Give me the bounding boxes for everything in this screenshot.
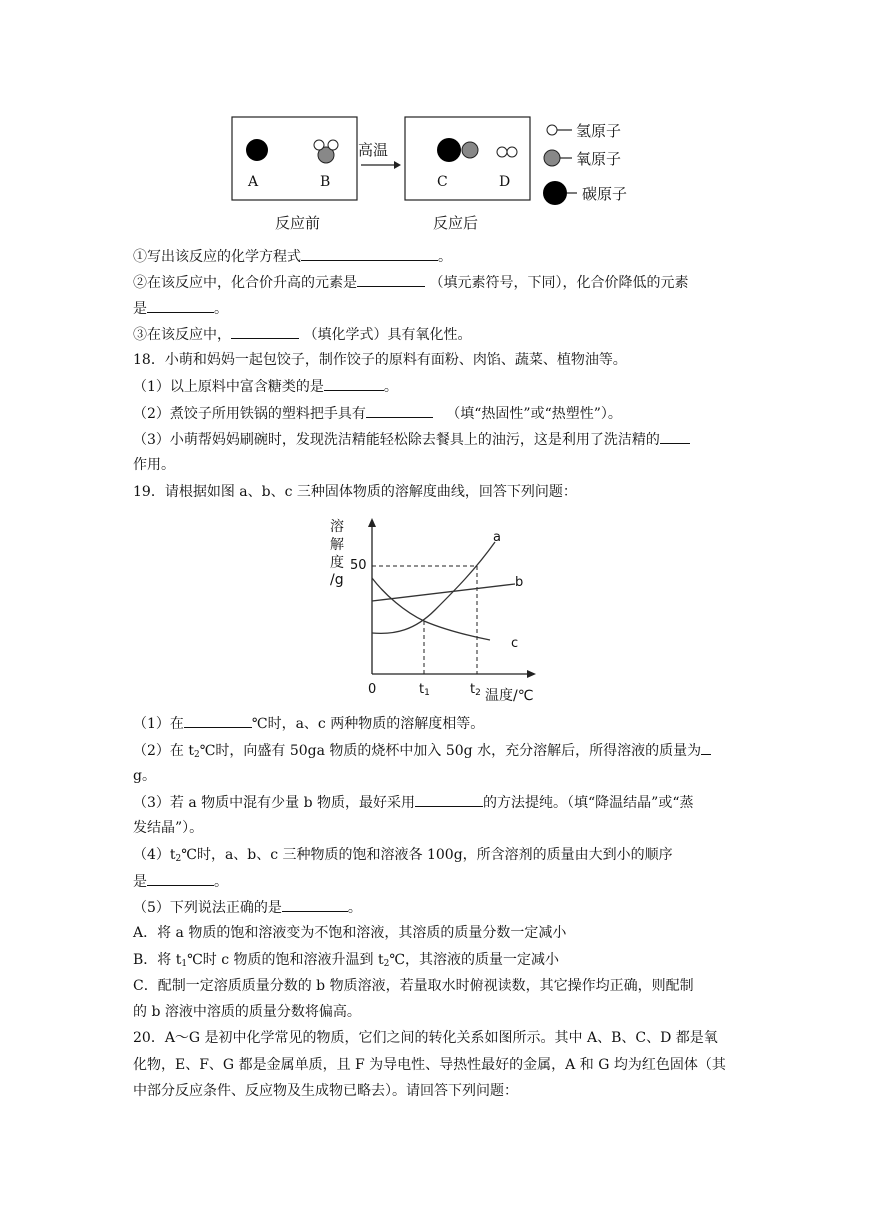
legend-carbon-icon bbox=[543, 181, 567, 205]
curve-b bbox=[372, 584, 515, 601]
molecule-b-hydrogen-2 bbox=[328, 140, 338, 150]
legend-oxygen-icon bbox=[544, 150, 560, 166]
q19-sub3: （3）若 a 物质中混有少量 b 物质，最好采用 的方法提纯。（填“降温结晶”或“蒸 bbox=[133, 792, 694, 813]
answer-blank[interactable] bbox=[415, 792, 483, 807]
series-label-c: c bbox=[511, 636, 519, 651]
q19-sub2: （2）在 $t_2℃$时，向盛有 50ga 物质的烧杯中加入 50g 水，充分溶解后，所得溶液的质量为 bbox=[133, 740, 711, 765]
y-tick-50: 50 bbox=[350, 558, 367, 573]
y-label-3: 度 bbox=[330, 555, 344, 571]
q19-sub3-cont: 发结晶”）。 bbox=[133, 820, 204, 836]
q19-sub1: （1）在 ℃时，a、c 两种物质的溶解度相等。 bbox=[133, 713, 484, 734]
answer-blank[interactable] bbox=[282, 897, 348, 912]
answer-blank[interactable] bbox=[357, 272, 425, 287]
answer-blank[interactable] bbox=[324, 376, 384, 391]
after-caption: 反应后 bbox=[433, 214, 479, 232]
x-tick-origin: 0 bbox=[368, 682, 377, 697]
q20-line3: 中部分反应条件、反应物及生成物已略去）。请回答下列问题： bbox=[133, 1083, 518, 1099]
q17-part3: ③在该反应中， （填化学式）具有氧化性。 bbox=[133, 324, 471, 345]
reaction-arrow-head bbox=[394, 161, 401, 169]
solubility-chart bbox=[325, 510, 555, 705]
reaction-diagram bbox=[225, 110, 645, 240]
answer-blank[interactable] bbox=[147, 871, 214, 886]
q19-sub2-cont: g。 bbox=[133, 768, 156, 784]
q19-option-c: C．配制一定溶质质量分数的 b 物质溶液，若量取水时俯视读数，其它操作均正确，则配制 bbox=[133, 978, 694, 994]
q18-sub1: （1）以上原料中富含糖类的是 。 bbox=[133, 376, 398, 397]
molecule-c-oxygen bbox=[462, 142, 478, 158]
label-d: D bbox=[499, 174, 511, 190]
q19-option-a: A．将 a 物质的饱和溶液变为不饱和溶液，其溶质的质量分数一定减小 bbox=[133, 925, 567, 941]
x-axis-label: 温度/℃ bbox=[485, 688, 534, 704]
x-tick-t1: $t_1$ bbox=[419, 682, 430, 698]
x-axis-arrow bbox=[527, 670, 536, 678]
q18-sub2: （2）煮饺子所用铁锅的塑料把手具有 （填“热固性”或“热塑性”）。 bbox=[133, 403, 622, 424]
label-a: A bbox=[248, 174, 259, 190]
q18-sub3: （3）小萌帮妈妈刷碗时，发现洗洁精能轻松除去餐具上的油污，这是利用了洗洁精的 bbox=[133, 429, 690, 450]
answer-blank[interactable] bbox=[366, 403, 433, 418]
legend-carbon-label: 碳原子 bbox=[582, 185, 628, 203]
solubility-chart-svg bbox=[325, 510, 555, 705]
molecule-d-hydrogen-1 bbox=[497, 147, 507, 157]
q17-part2-cont: 是 。 bbox=[133, 298, 228, 319]
q19-option-b: B．将 $t_1℃$时 c 物质的饱和溶液升温到 $t_2℃$，其溶液的质量一定减小 bbox=[133, 952, 559, 969]
label-c: C bbox=[437, 174, 448, 190]
q19-sub4: $(4)t_2℃$时，a、b、c 三种物质的饱和溶液各 100g，所含溶剂的质量由大到小的顺序 bbox=[133, 847, 673, 864]
molecule-a-carbon bbox=[246, 139, 268, 161]
q18-sub3-cont: 作用。 bbox=[133, 457, 175, 473]
molecule-d-hydrogen-2 bbox=[507, 147, 517, 157]
y-label-1: 溶 bbox=[330, 519, 344, 535]
answer-blank[interactable] bbox=[660, 429, 690, 444]
series-label-a: a bbox=[493, 530, 501, 545]
q19-title: 19．请根据如图 a、b、c 三种固体物质的溶解度曲线，回答下列问题： bbox=[133, 484, 577, 500]
x-tick-t2: $t_2$ bbox=[470, 682, 481, 698]
q17-part2: ②在该反应中，化合价升高的元素是 （填元素符号，下同），化合价降低的元素 bbox=[133, 272, 688, 293]
legend-hydrogen-icon bbox=[547, 125, 557, 135]
q18-title: 18．小萌和妈妈一起包饺子，制作饺子的原料有面粉、肉馅、蔬菜、植物油等。 bbox=[133, 352, 627, 368]
answer-blank[interactable] bbox=[184, 713, 252, 728]
label-b: B bbox=[320, 174, 331, 190]
legend-oxygen-label: 氧原子 bbox=[576, 150, 622, 168]
answer-blank[interactable] bbox=[301, 246, 438, 261]
molecule-c-carbon bbox=[437, 138, 461, 162]
q19-sub5: （5）下列说法正确的是 。 bbox=[133, 897, 362, 918]
q19-option-c-cont: 的 b 溶液中溶质的质量分数将偏高。 bbox=[133, 1004, 361, 1020]
answer-blank[interactable] bbox=[701, 740, 711, 755]
q17-part1: ①写出该反应的化学方程式 。 bbox=[133, 246, 452, 267]
y-label-4: /g bbox=[330, 572, 344, 588]
series-label-b: b bbox=[515, 575, 524, 590]
answer-blank[interactable] bbox=[231, 324, 299, 339]
after-box bbox=[405, 117, 530, 200]
before-caption: 反应前 bbox=[275, 214, 321, 232]
q20-line1: 20．A～G 是初中化学常见的物质，它们之间的转化关系如图所示。其中 A、B、C、D 都是氧 bbox=[133, 1030, 718, 1046]
arrow-label: 高温 bbox=[358, 141, 389, 159]
q19-sub4-cont: 是 。 bbox=[133, 871, 228, 892]
y-axis-arrow bbox=[368, 518, 376, 527]
legend-hydrogen-label: 氢原子 bbox=[576, 122, 622, 140]
y-label-2: 解 bbox=[330, 537, 344, 553]
molecule-b-hydrogen-1 bbox=[314, 140, 324, 150]
answer-blank[interactable] bbox=[147, 298, 214, 313]
q20-line2: 化物，E、F、G 都是金属单质，且 F 为导电性、导热性最好的金属，A 和 G 均为红色固体（其 bbox=[133, 1057, 726, 1073]
curve-c bbox=[372, 578, 490, 640]
